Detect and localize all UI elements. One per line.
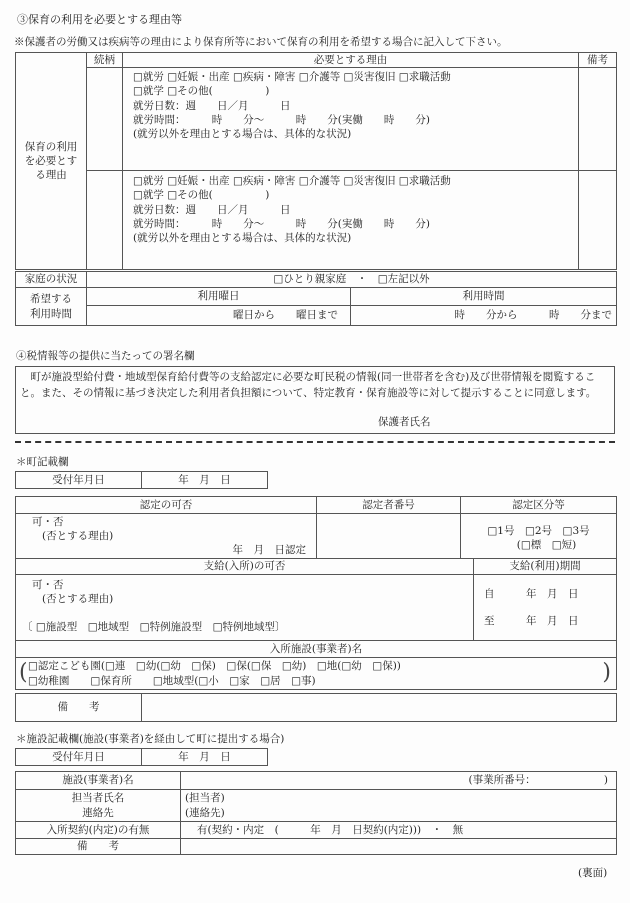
period-fields[interactable]: 自 年 月 日 至 年 月 日 [474, 575, 617, 641]
section3-note: ※保護者の労働又は疾病等の理由により保育所等において保育の利用を希望する場合に記入して下さい。 [14, 36, 508, 48]
days-header: 利用曜日 [87, 288, 351, 306]
reason-table [15, 52, 617, 270]
guardian-name-label: 保護者氏名 [378, 416, 431, 428]
facility-section-title: ＊施設記載欄(施設(事業者)を経由して町に提出する場合) [16, 733, 285, 745]
page-side-label: (裏面) [578, 867, 608, 879]
section3-title: ③保育の利用を必要とする理由等 [17, 13, 182, 26]
left-bracket-icon: ( [19, 660, 28, 685]
right-bracket-icon: ) [602, 660, 611, 685]
town-remarks-field[interactable] [142, 694, 617, 722]
cert-header: 認定の可否 [16, 497, 317, 514]
supply-table [15, 558, 617, 690]
facility-remarks-field[interactable] [181, 839, 617, 855]
town-section-title: ＊町記載欄 [16, 456, 69, 468]
cut-line [15, 441, 615, 443]
contract-label: 入所契約(内定)の有無 [16, 822, 181, 839]
family-options[interactable]: □ひとり親家庭 ・ □左記以外 [87, 272, 617, 288]
remarks-field-2[interactable] [579, 171, 617, 270]
facility-types[interactable]: ( ) □認定こども園(□連 □幼(□幼 □保) □保(□保 □幼) □地(□幼 □保)) □幼稚園 □保育所 □地域型(□小 □家 □居 □事) [16, 658, 617, 690]
cert-no-field[interactable] [317, 514, 461, 559]
desired-time-label: 希望する 利用時間 [16, 288, 87, 326]
facility-received-label: 受付年月日 [16, 749, 142, 766]
remarks-field-1[interactable] [579, 68, 617, 171]
time-header: 利用時間 [351, 288, 617, 306]
facility-received-field[interactable]: 年 月 日 [142, 749, 268, 766]
town-received-label: 受付年月日 [16, 472, 142, 489]
reason-block-2[interactable]: □就労 □妊娠・出産 □疾病・障害 □介護等 □災害復旧 □求職活動 □就学 □その他( ) 就労日数：週 日／月 日 就労時間： 時 分～ 時 分(実働 時 分) (就労以外を理由とする場合は、具体的な状況) [123, 171, 579, 270]
relation-field-1[interactable] [87, 68, 123, 171]
remarks-header: 備考 [579, 53, 617, 68]
consent-box [15, 366, 615, 434]
contact-label: 担当者氏名 連絡先 [16, 790, 181, 822]
town-received-field[interactable]: 年 月 日 [142, 472, 268, 489]
facility-info-table [15, 771, 617, 855]
relation-field-2[interactable] [87, 171, 123, 270]
contract-field[interactable]: 有(契約・内定 ( 年 月 日契約(内定))) ・ 無 [181, 822, 617, 839]
family-label: 家庭の状況 [16, 272, 87, 288]
relation-header: 続柄 [87, 53, 123, 68]
time-field[interactable]: 時 分から 時 分まで [351, 306, 617, 326]
town-remarks-table [15, 693, 617, 722]
supply-header: 支給(入所)の可否 [16, 559, 474, 575]
section4-title: ④税情報等の提供に当たっての署名欄 [16, 350, 195, 362]
cert-class-header: 認定区分等 [461, 497, 617, 514]
cert-decision[interactable]: 可・否 (否とする理由) 年 月 日認定 [16, 514, 317, 559]
cert-table [15, 496, 617, 559]
reason-row-label: 保育の利用 を必要とす る理由 [16, 53, 87, 270]
reason-block-1[interactable]: □就労 □妊娠・出産 □疾病・障害 □介護等 □災害復旧 □求職活動 □就学 □その他( ) 就労日数：週 日／月 日 就労時間： 時 分～ 時 分(実働 時 分) (就労以外を理由とする場合は、具体的な状況) [123, 68, 579, 171]
family-table [15, 271, 617, 326]
facility-name-field[interactable]: (事業所番号： ) [181, 772, 617, 790]
facility-remarks-label: 備 考 [16, 839, 181, 855]
facility-header: 入所施設(事業者)名 [16, 641, 617, 658]
facility-name-label: 施設(事業者)名 [16, 772, 181, 790]
days-field[interactable]: 曜日から 曜日まで [87, 306, 351, 326]
facility-received-table [15, 748, 268, 766]
supply-decision[interactable]: 可・否 (否とする理由) 〔 □施設型 □地域型 □特例施設型 □特例地域型〕 [16, 575, 474, 641]
cert-no-header: 認定者番号 [317, 497, 461, 514]
town-remarks-label: 備 考 [16, 694, 142, 722]
consent-text: 町が施設型給付費・地域型保育給付費等の支給認定に必要な町民税の情報(同一世帯者を含む)及び世帯情報を閲覧すること。また、その情報に基づき決定した利用者負担額について、特定教育・保育施設等に対して提示することに同意します。 [20, 371, 597, 399]
town-received-table [15, 471, 268, 489]
reason-header: 必要とする理由 [123, 53, 579, 68]
contact-field[interactable]: (担当者) (連絡先) [181, 790, 617, 822]
period-header: 支給(利用)期間 [474, 559, 617, 575]
cert-class-options[interactable]: □1号 □2号 □3号 (□標 □短) [461, 514, 617, 559]
